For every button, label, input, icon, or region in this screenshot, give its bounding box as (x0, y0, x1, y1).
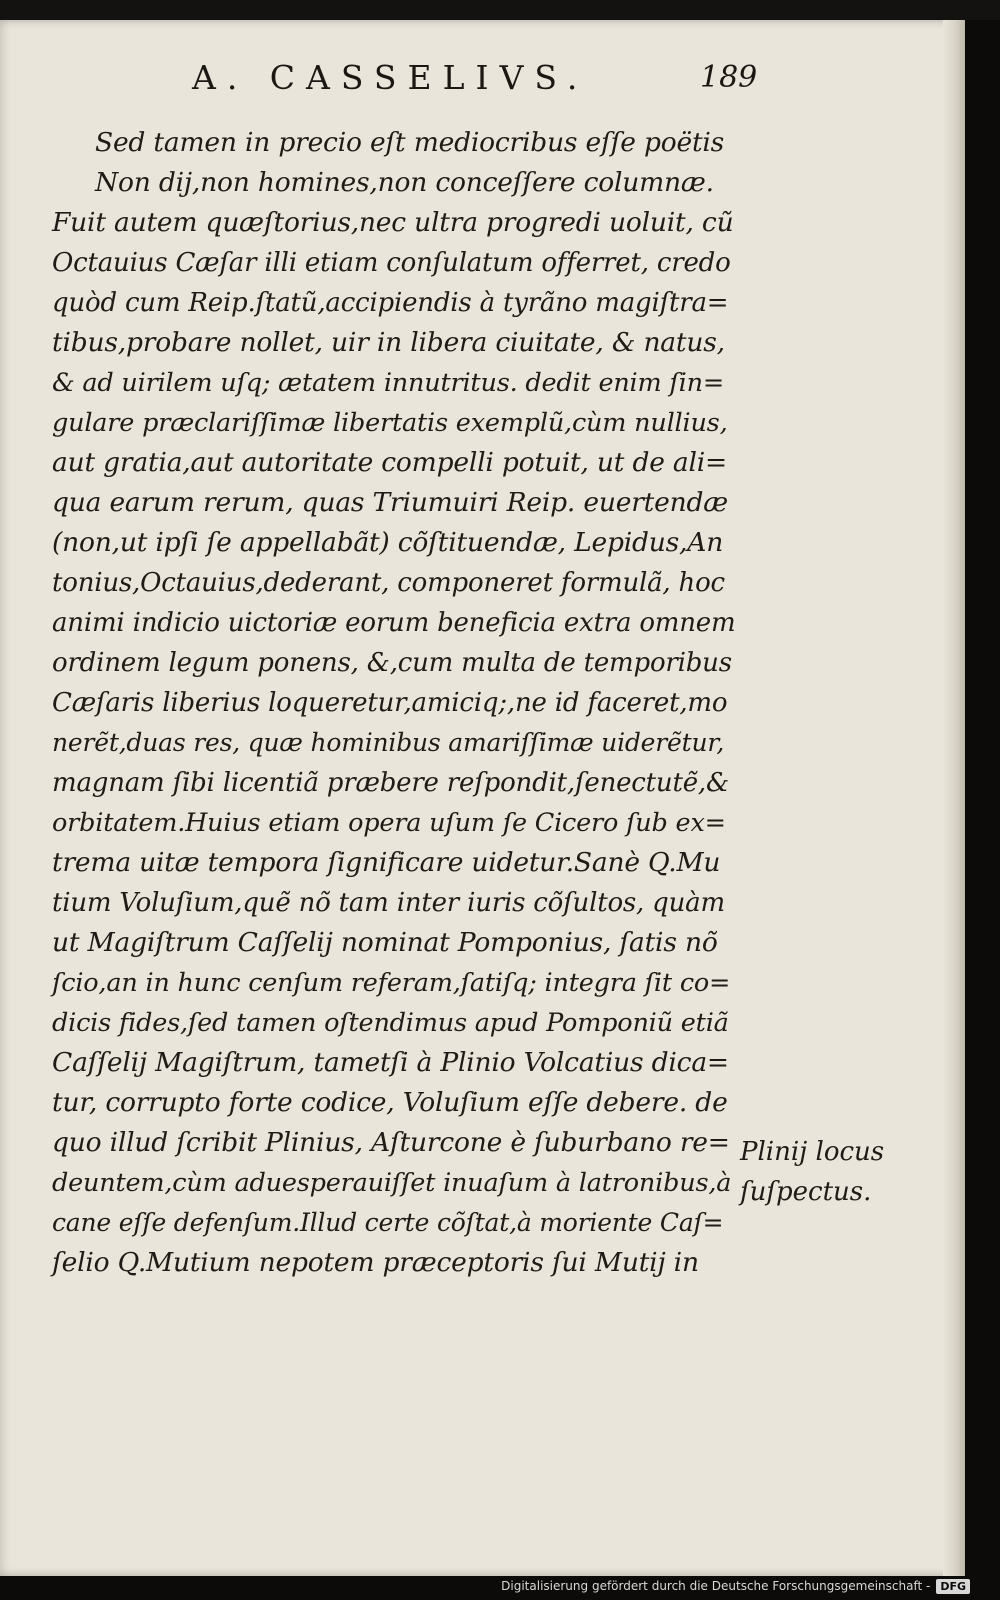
text-line: ſcio,an in hunc cenſum referam,ſatiſq; integra ſit co= (52, 968, 731, 998)
text-line: animi indicio uictoriæ eorum beneficia extra omnem (52, 608, 736, 638)
text-line: gulare præclariſſimæ libertatis exemplũ,cùm nullius, (52, 408, 728, 438)
text-line: quòd cum Reip.ſtatũ,accipiendis à tyrãno magiſtra= (52, 288, 729, 318)
text-line: Fuit autem quæſtorius,nec ultra progredi uoluit, cũ (52, 207, 734, 238)
scan-top-border (0, 0, 1000, 20)
text-line: Caſſelij Magiſtrum, tametſi à Plinio Volcatius dica= (52, 1047, 729, 1078)
page-gutter-shadow (943, 20, 965, 1576)
credit-text: Digitalisierung gefördert durch die Deutsche Forschungsgemeinschaft - (501, 1579, 931, 1593)
text-line: quo illud ſcribit Plinius, Aſturcone è ſuburbano re= (52, 1127, 730, 1158)
text-line: trema uitæ tempora ſignificare uidetur.Sanè Q.Mu (52, 847, 721, 878)
text-line: dicis fides,ſed tamen oſtendimus apud Pomponiũ etiã (52, 1008, 729, 1038)
text-line: ordinem legum ponens, &,cum multa de temporibus (52, 648, 732, 678)
text-line: aut gratia,aut autoritate compelli potuit, ut de ali= (52, 447, 728, 478)
text-line: tonius,Octauius,dederant, componeret formulã, hoc (52, 568, 725, 598)
text-line: Octauius Cæſar illi etiam conſulatum offerret, credo (52, 248, 731, 278)
text-line: qua earum rerum, quas Triumuiri Reip. euertendæ (52, 487, 728, 518)
text-line: orbitatem.Huius etiam opera uſum ſe Cicero ſub ex= (52, 808, 726, 838)
marginal-note-line: Plinij locus (740, 1137, 885, 1167)
text-line: Cæſaris liberius loqueretur,amiciq;,ne id faceret,mo (52, 688, 728, 718)
text-line: Sed tamen in precio eſt mediocribus eſſe poëtis (95, 127, 725, 158)
text-line: tur, corrupto forte codice, Voluſium eſſe debere. de (52, 1087, 728, 1118)
text-line: tibus,probare nollet, uir in libera ciuitate, & natus, (52, 327, 725, 358)
marginal-note (740, 1132, 884, 1212)
text-line: nerẽt,duas res, quæ hominibus amariſſimæ uiderẽtur, (52, 728, 725, 757)
text-line: cane eſſe defenſum.Illud certe cõſtat,à moriente Caſ= (52, 1208, 724, 1237)
book-page (0, 20, 965, 1576)
page-header (0, 58, 965, 108)
text-line: ut Magiſtrum Caſſelij nominat Pomponius, ſatis nõ (52, 927, 718, 958)
text-line: ſelio Q.Mutium nepotem præceptoris ſui Mutij in (52, 1247, 699, 1278)
text-line: deuntem,cùm aduesperauiſſet inuaſum à latronibus,à (52, 1168, 732, 1198)
page-number: 189 (700, 60, 758, 95)
digitization-credit (501, 1579, 970, 1594)
text-line: magnam ſibi licentiã præbere reſpondit,ſenectutẽ,& (52, 768, 729, 798)
marginal-note-line: ſuſpectus. (740, 1177, 872, 1207)
dfg-logo: DFG (936, 1579, 970, 1594)
text-line: (non,ut ipſi ſe appellabãt) cõſtituendæ, Lepidus,An (52, 527, 724, 558)
text-line: tium Voluſium,quẽ nõ tam inter iuris cõſultos, quàm (52, 888, 725, 918)
text-line: & ad uirilem uſq; ætatem innutritus. dedit enim ſin= (52, 368, 724, 398)
text-line: Non dij,non homines,non conceſſere columnæ. (95, 167, 714, 198)
running-head: A. CASSELIVS. (192, 58, 589, 97)
